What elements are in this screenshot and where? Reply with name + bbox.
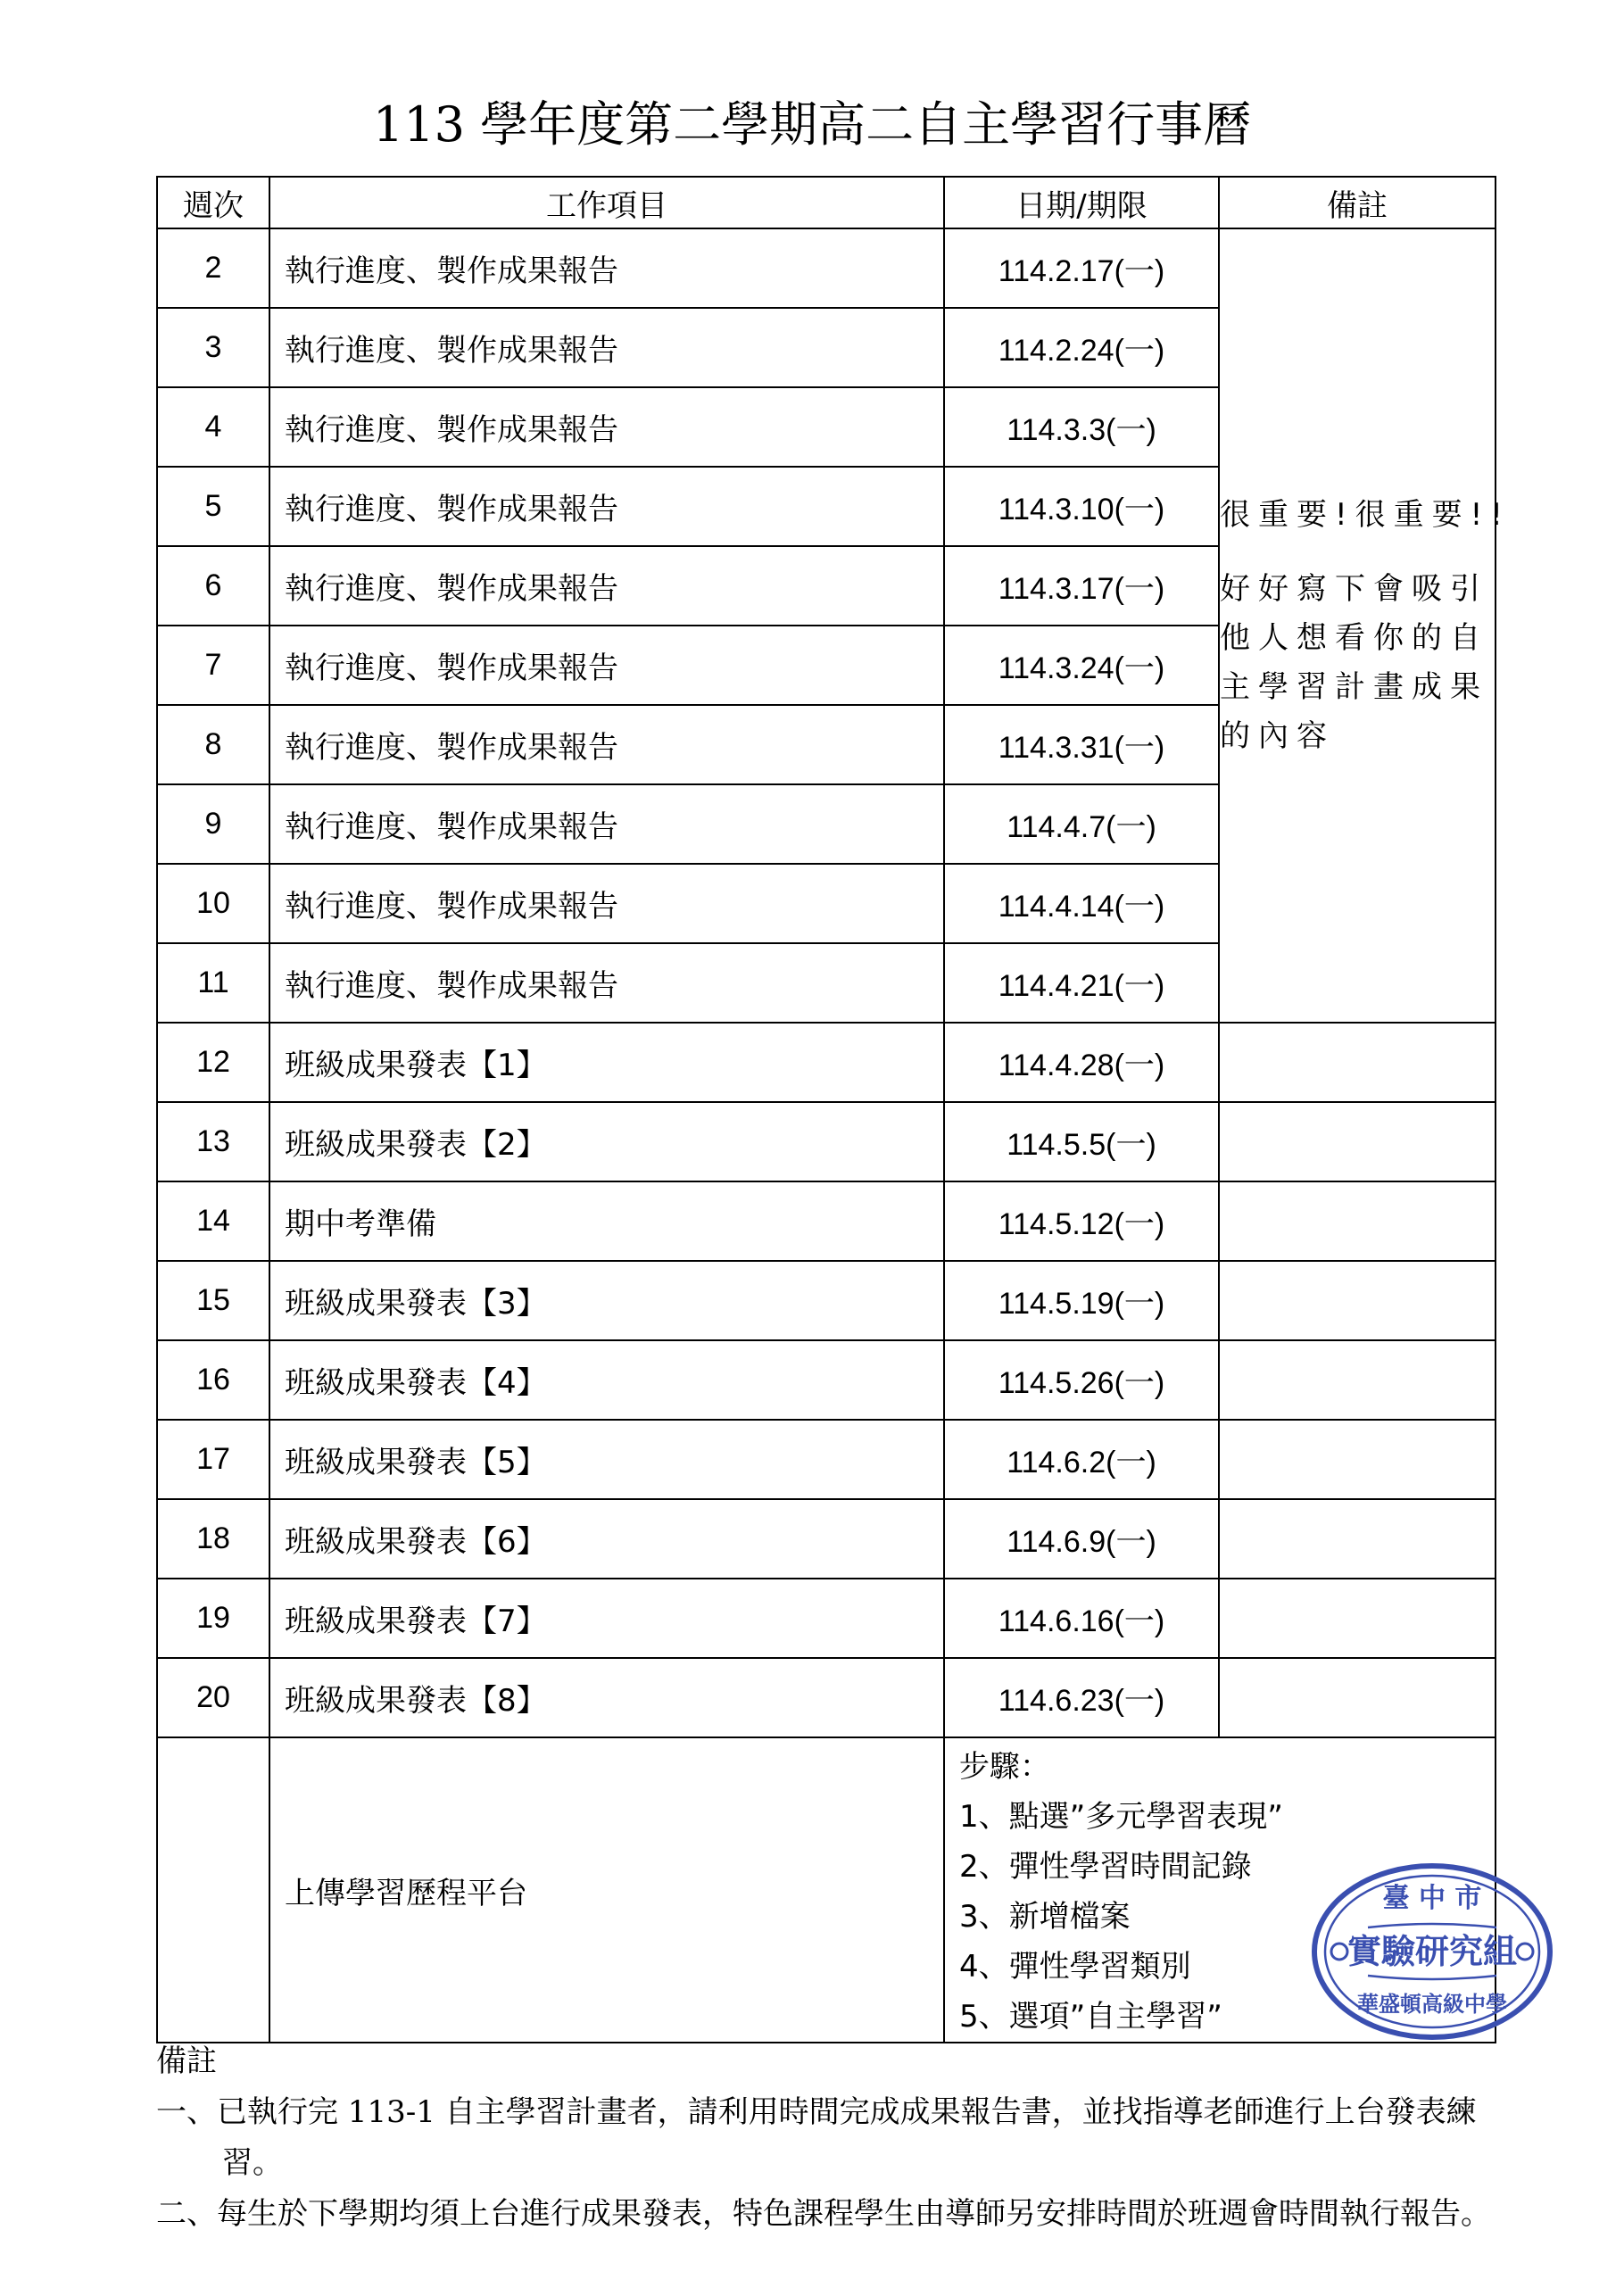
note-item-2: 二、每生於下學期均須上台進行成果發表，特色課程學生由導師另安排時間於班週會時間執行報告。 [156, 2196, 1491, 2232]
step-item: 1、點選”多元學習表現” [959, 1799, 1283, 1835]
task-cell: 執行進度、製作成果報告 [269, 626, 944, 705]
seal-flower-left-icon [1331, 1944, 1347, 1960]
step-item: 2、彈性學習時間記錄 [959, 1849, 1252, 1885]
table-row [157, 1499, 1496, 1579]
remark-cell-empty [1219, 1102, 1496, 1181]
remark-cell-empty [1219, 1499, 1496, 1579]
seal-top-divider [1368, 1924, 1496, 1927]
task-cell: 期中考準備 [269, 1181, 944, 1261]
remark-line: 的內容 [1220, 717, 1335, 754]
table-row [157, 228, 1496, 308]
week-cell: 8 [157, 705, 269, 784]
date-cell: 114.3.24(一) [944, 626, 1219, 705]
seal-flower-right-icon [1517, 1944, 1533, 1960]
table-row [157, 1023, 1496, 1102]
table-header-row [157, 177, 1496, 228]
remark-line: 主學習計畫成果 [1220, 668, 1488, 705]
date-cell: 114.3.17(一) [944, 546, 1219, 626]
seal-center-text: 實驗研究組 [1346, 1931, 1518, 1971]
notes-heading: 備註 [156, 2043, 217, 2079]
task-cell: 班級成果發表【2】 [269, 1102, 944, 1181]
remark-cell-empty [1219, 1261, 1496, 1340]
task-cell: 執行進度、製作成果報告 [269, 228, 944, 308]
week-cell: 5 [157, 467, 269, 546]
task-cell: 班級成果發表【4】 [269, 1340, 944, 1420]
date-cell: 114.4.28(一) [944, 1023, 1219, 1102]
task-cell: 執行進度、製作成果報告 [269, 546, 944, 626]
table-row [157, 1102, 1496, 1181]
notes-section [156, 2036, 1495, 2240]
remark-cell-empty [1219, 1579, 1496, 1658]
upload-week-cell [157, 1737, 269, 2043]
seal-bottom-divider [1368, 1976, 1496, 1979]
task-cell: 執行進度、製作成果報告 [269, 784, 944, 864]
schedule-table [156, 176, 1511, 2043]
date-cell: 114.4.14(一) [944, 864, 1219, 943]
week-cell: 9 [157, 784, 269, 864]
date-cell: 114.5.19(一) [944, 1261, 1219, 1340]
date-cell: 114.5.5(一) [944, 1102, 1219, 1181]
week-cell: 16 [157, 1340, 269, 1420]
table-row [157, 1420, 1496, 1499]
remark-cell-empty [1219, 1023, 1496, 1102]
task-cell: 執行進度、製作成果報告 [269, 705, 944, 784]
task-cell: 班級成果發表【1】 [269, 1023, 944, 1102]
week-cell: 2 [157, 228, 269, 308]
seal-bottom-text: 華盛頓高級中學 [1357, 1991, 1507, 2017]
week-cell: 20 [157, 1658, 269, 1737]
date-cell: 114.2.17(一) [944, 228, 1219, 308]
task-cell: 執行進度、製作成果報告 [269, 864, 944, 943]
task-cell: 執行進度、製作成果報告 [269, 467, 944, 546]
date-cell: 114.6.23(一) [944, 1658, 1219, 1737]
remark-gap [1220, 540, 1495, 565]
remark-cell-empty [1219, 1181, 1496, 1261]
week-cell: 3 [157, 308, 269, 387]
date-cell: 114.5.26(一) [944, 1340, 1219, 1420]
remark-line: 他人想看你的自 [1220, 619, 1488, 656]
table-row [157, 1181, 1496, 1261]
task-cell: 執行進度、製作成果報告 [269, 308, 944, 387]
date-cell: 114.5.12(一) [944, 1181, 1219, 1261]
task-cell: 班級成果發表【7】 [269, 1579, 944, 1658]
upload-task-cell: 上傳學習歷程平台 [269, 1737, 944, 2043]
table-row [157, 1658, 1496, 1737]
task-cell: 執行進度、製作成果報告 [269, 387, 944, 467]
office-seal [1307, 1858, 1557, 2045]
step-item: 5、選項”自主學習” [959, 1999, 1222, 2035]
week-cell: 6 [157, 546, 269, 626]
task-cell: 執行進度、製作成果報告 [269, 943, 944, 1023]
week-cell: 10 [157, 864, 269, 943]
week-cell: 17 [157, 1420, 269, 1499]
note-item-1: 一、已執行完 113-1 自主學習計畫者，請利用時間完成成果報告書，並找指導老師進行上台發表練習。 [156, 2094, 1477, 2181]
remark-line: 好好寫下會吸引 [1220, 570, 1488, 607]
week-cell: 18 [157, 1499, 269, 1579]
week-cell: 14 [157, 1181, 269, 1261]
remark-line: 很重要!很重要!! [1220, 496, 1511, 533]
remark-cell-empty [1219, 1658, 1496, 1737]
remark-cell-empty [1219, 1340, 1496, 1420]
date-cell: 114.6.2(一) [944, 1420, 1219, 1499]
table-row [157, 1340, 1496, 1420]
date-cell: 114.4.21(一) [944, 943, 1219, 1023]
date-cell: 114.6.9(一) [944, 1499, 1219, 1579]
week-cell: 19 [157, 1579, 269, 1658]
task-cell: 班級成果發表【5】 [269, 1420, 944, 1499]
task-cell: 班級成果發表【6】 [269, 1499, 944, 1579]
week-cell: 13 [157, 1102, 269, 1181]
remark-cell [1219, 228, 1511, 1023]
upload-row [157, 1737, 1496, 2043]
date-cell: 114.3.10(一) [944, 467, 1219, 546]
date-cell: 114.3.3(一) [944, 387, 1219, 467]
header-remark: 備註 [1219, 177, 1496, 228]
steps-title: 步驟： [959, 1749, 1050, 1785]
week-cell: 15 [157, 1261, 269, 1340]
header-week: 週次 [157, 177, 269, 228]
date-cell: 114.2.24(一) [944, 308, 1219, 387]
step-item: 3、新增檔案 [959, 1899, 1131, 1935]
week-cell: 11 [157, 943, 269, 1023]
task-cell: 班級成果發表【8】 [269, 1658, 944, 1737]
step-item: 4、彈性學習類別 [959, 1949, 1191, 1985]
page-title: 113 學年度第二學期高二自主學習行事曆 [372, 96, 1252, 153]
seal-top-text: 臺 中 市 [1382, 1883, 1482, 1914]
header-date: 日期/期限 [944, 177, 1219, 228]
remark-cell-empty [1219, 1420, 1496, 1499]
task-cell: 班級成果發表【3】 [269, 1261, 944, 1340]
date-cell: 114.4.7(一) [944, 784, 1219, 864]
table-row [157, 1261, 1496, 1340]
date-cell: 114.6.16(一) [944, 1579, 1219, 1658]
table-row [157, 1579, 1496, 1658]
week-cell: 4 [157, 387, 269, 467]
week-cell: 12 [157, 1023, 269, 1102]
date-cell: 114.3.31(一) [944, 705, 1219, 784]
week-cell: 7 [157, 626, 269, 705]
header-task: 工作項目 [269, 177, 944, 228]
